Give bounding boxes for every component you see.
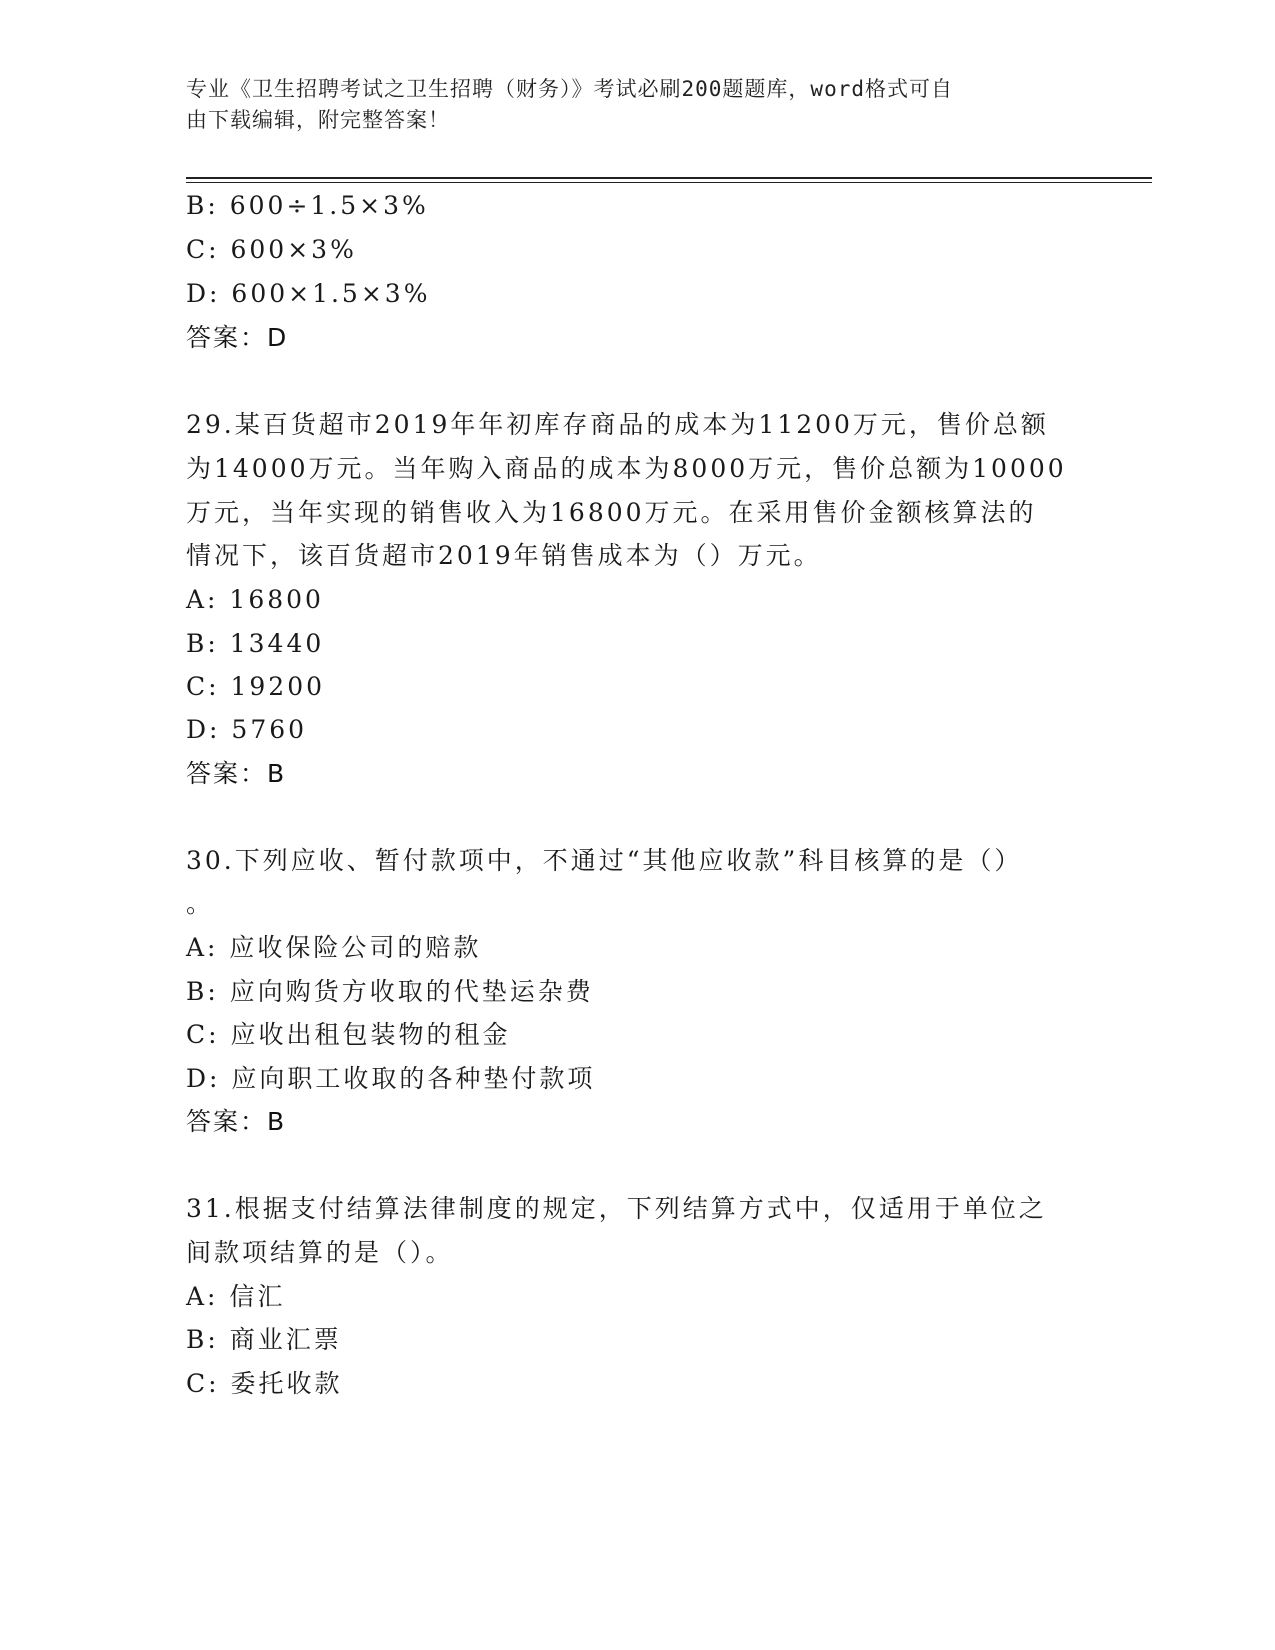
document-header — [186, 74, 1066, 136]
q31-stem-line-2: 间款项结算的是（）。 — [186, 1238, 454, 1267]
header-title-line-1: 专业《卫生招聘考试之卫生招聘（财务）》考试必刷200题题库，word格式可自 — [186, 77, 953, 101]
q29-option-c: C: 19200 — [186, 672, 326, 701]
q31-option-b: B: 商业汇票 — [186, 1325, 342, 1354]
q29-option-d: D: 5760 — [186, 715, 308, 744]
q29-stem-line-4: 情况下，该百货超市2019年销售成本为（）万元。 — [186, 541, 822, 570]
q30-stem-line-1: 30.下列应收、暂付款项中，不通过“其他应收款”科目核算的是（） — [186, 846, 1023, 875]
q29-stem-line-3: 万元，当年实现的销售收入为16800万元。在采用售价金额核算法的 — [186, 498, 1037, 527]
q30-option-b: B: 应向购货方收取的代垫运杂费 — [186, 977, 594, 1006]
q31-option-a: A: 信汇 — [186, 1282, 286, 1311]
header-title-line-2: 由下载编辑，附完整答案！ — [186, 108, 450, 132]
q29-answer: 答案：B — [186, 759, 287, 788]
q31-option-c: C: 委托收款 — [186, 1369, 343, 1398]
q29-stem-line-1: 29.某百货超市2019年年初库存商品的成本为11200万元，售价总额 — [186, 410, 1049, 439]
header-divider-thick — [186, 177, 1152, 179]
q30-option-d: D: 应向职工收取的各种垫付款项 — [186, 1064, 596, 1093]
q30-stem-line-2: 。 — [186, 889, 215, 918]
q29-stem-line-2: 为14000万元。当年购入商品的成本为8000万元，售价总额为10000 — [186, 454, 1067, 483]
q28-option-b: B: 600÷1.5×3% — [186, 191, 429, 220]
q30-answer: 答案：B — [186, 1107, 287, 1136]
header-divider-thin — [186, 182, 1152, 183]
q29-option-b: B: 13440 — [186, 629, 325, 658]
q30-option-a: A: 应收保险公司的赔款 — [186, 933, 482, 962]
q30-option-c: C: 应收出租包装物的租金 — [186, 1020, 511, 1049]
q28-option-c: C: 600×3% — [186, 235, 357, 264]
q28-answer: 答案：D — [186, 323, 289, 352]
q28-option-d: D: 600×1.5×3% — [186, 279, 431, 308]
q31-stem-line-1: 31.根据支付结算法律制度的规定，下列结算方式中，仅适用于单位之 — [186, 1194, 1047, 1223]
q29-option-a: A: 16800 — [186, 585, 324, 614]
